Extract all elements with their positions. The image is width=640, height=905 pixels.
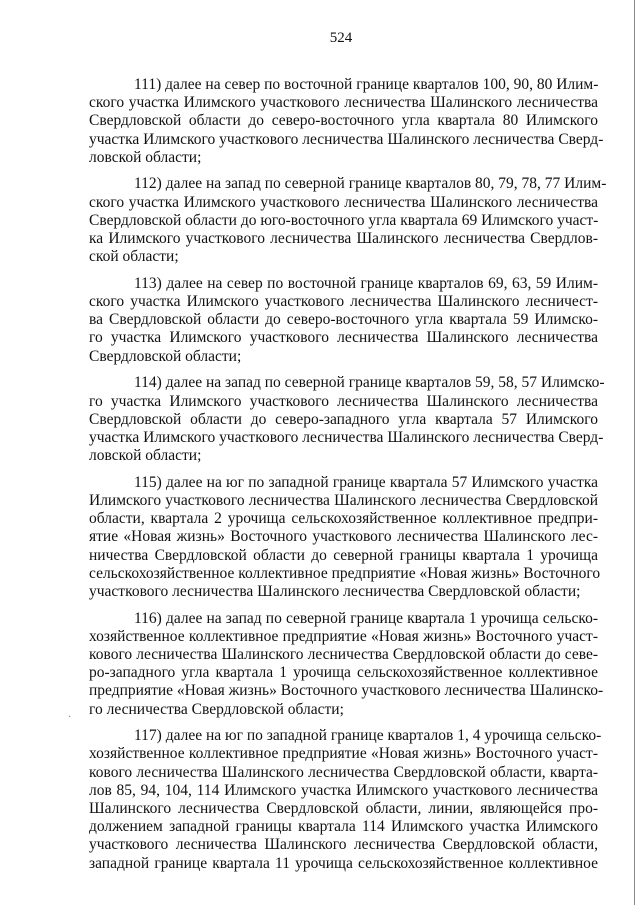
paragraph-4 xyxy=(89,374,605,465)
text-line: го лесничества Свердловской области; xyxy=(89,700,344,718)
text-line: кового лесничества Шалинского лесничества Свердловской области, кварта- xyxy=(89,763,598,781)
text-line: Свердловской области; xyxy=(89,347,242,365)
text-line: ловской области; xyxy=(89,148,202,166)
text-line: ятие «Новая жизнь» Восточного участкового лесничества Шалинского лес- xyxy=(89,528,598,546)
text-line: ского участка Илимского участкового лесничества Шалинского лесничест- xyxy=(89,293,598,311)
text-line: лов 85, 94, 104, 114 Илимского участка Илимского участкового лесничества xyxy=(89,781,598,799)
text-line: ва Свердловской области до северо-восточного угла квартала 59 Илимско- xyxy=(89,311,598,329)
text-line: Свердловской области до юго-восточного угла квартала 69 Илимского участ- xyxy=(89,211,599,229)
text-line: 111) далее на север по восточной границе кварталов 100, 90, 80 Илим- xyxy=(134,76,599,93)
document-body xyxy=(89,76,607,881)
text-line: ского участка Илимского участкового лесничества Шалинского лесничества xyxy=(89,94,598,112)
text-line: участкового лесничества Шалинского лесничества Свердловской области, xyxy=(89,836,598,854)
text-line: западной границе квартала 11 урочища сельскохозяйственное коллективное xyxy=(89,854,598,872)
text-line: ского участка Илимского участкового лесничества Шалинского лесничества xyxy=(89,193,598,211)
text-line: участка Илимского участкового лесничества Шалинского лесничества Сверд- xyxy=(89,428,604,446)
page-number: 524 xyxy=(329,30,353,46)
paragraph-5 xyxy=(89,473,601,601)
text-line: хозяйственное коллективное предприятие «Новая жизнь» Восточного участ- xyxy=(89,627,598,645)
text-line: ской области; xyxy=(89,248,179,266)
text-line: предприятие «Новая жизнь» Восточного участкового лесничества Шалинско- xyxy=(89,682,604,700)
text-line: участка Илимского участкового лесничества Шалинского лесничества Сверд- xyxy=(89,130,604,148)
text-line: ловской области; xyxy=(89,447,202,465)
text-line: сельскохозяйственное коллективное предприятие «Новая жизнь» Восточного xyxy=(89,564,601,582)
text-line: хозяйственное коллективное предприятие «Новая жизнь» Восточного участ- xyxy=(89,745,598,763)
text-line: ничества Свердловской области до северной границы квартала 1 урочища xyxy=(89,546,598,564)
text-line: Свердловской области до северо-восточного угла квартала 80 Илимского xyxy=(89,112,598,130)
text-line: Свердловской области до северо-западного угла квартала 57 Илимского xyxy=(89,410,598,428)
text-line: 115) далее на юг по западной границе квартала 57 Илимского участка xyxy=(134,473,598,491)
text-line: Илимского участкового лесничества Шалинского лесничества Свердловской xyxy=(89,491,598,509)
text-line: 117) далее на юг по западной границе кварталов 1, 4 урочища сельско- xyxy=(134,727,602,745)
margin-mark: · xyxy=(68,712,72,723)
text-line: ка Илимского участкового лесничества Шалинского лесничества Свердлов- xyxy=(89,230,598,247)
paragraph-3 xyxy=(89,275,598,366)
text-line: Шалинского лесничества Свердловской области, линии, являющейся про- xyxy=(89,799,598,817)
text-line: 114) далее на запад по северной границе кварталов 59, 58, 57 Илимско- xyxy=(134,374,605,392)
paragraph-7 xyxy=(89,727,602,873)
scan-edge-line xyxy=(634,0,635,905)
paragraph-6 xyxy=(89,609,604,719)
text-line: должением западной границы квартала 114 Илимского участка Илимского xyxy=(89,818,598,836)
text-line: го участка Илимского участкового лесничества Шалинского лесничества xyxy=(89,329,598,347)
text-line: участкового лесничества Шалинского лесничества Свердловской области; xyxy=(89,582,581,600)
text-line: ро-западного угла квартала 1 урочища сельскохозяйственное коллективное xyxy=(89,664,598,682)
text-line: области, квартала 2 урочища сельскохозяйственное коллективное предпри- xyxy=(89,510,598,528)
text-line: 116) далее на запад по северной границе квартала 1 урочища сельско- xyxy=(134,609,598,627)
text-line: 112) далее на запад по северной границе кварталов 80, 79, 78, 77 Илим- xyxy=(134,175,607,193)
text-line: го участка Илимского участкового лесничества Шалинского лесничества xyxy=(89,392,598,410)
paragraph-1 xyxy=(89,76,604,167)
text-line: 113) далее на север по восточной границе кварталов 69, 63, 59 Илим- xyxy=(134,274,598,292)
text-line: кового лесничества Шалинского лесничества Свердловской области до севе- xyxy=(89,645,598,663)
paragraph-2 xyxy=(89,175,607,266)
